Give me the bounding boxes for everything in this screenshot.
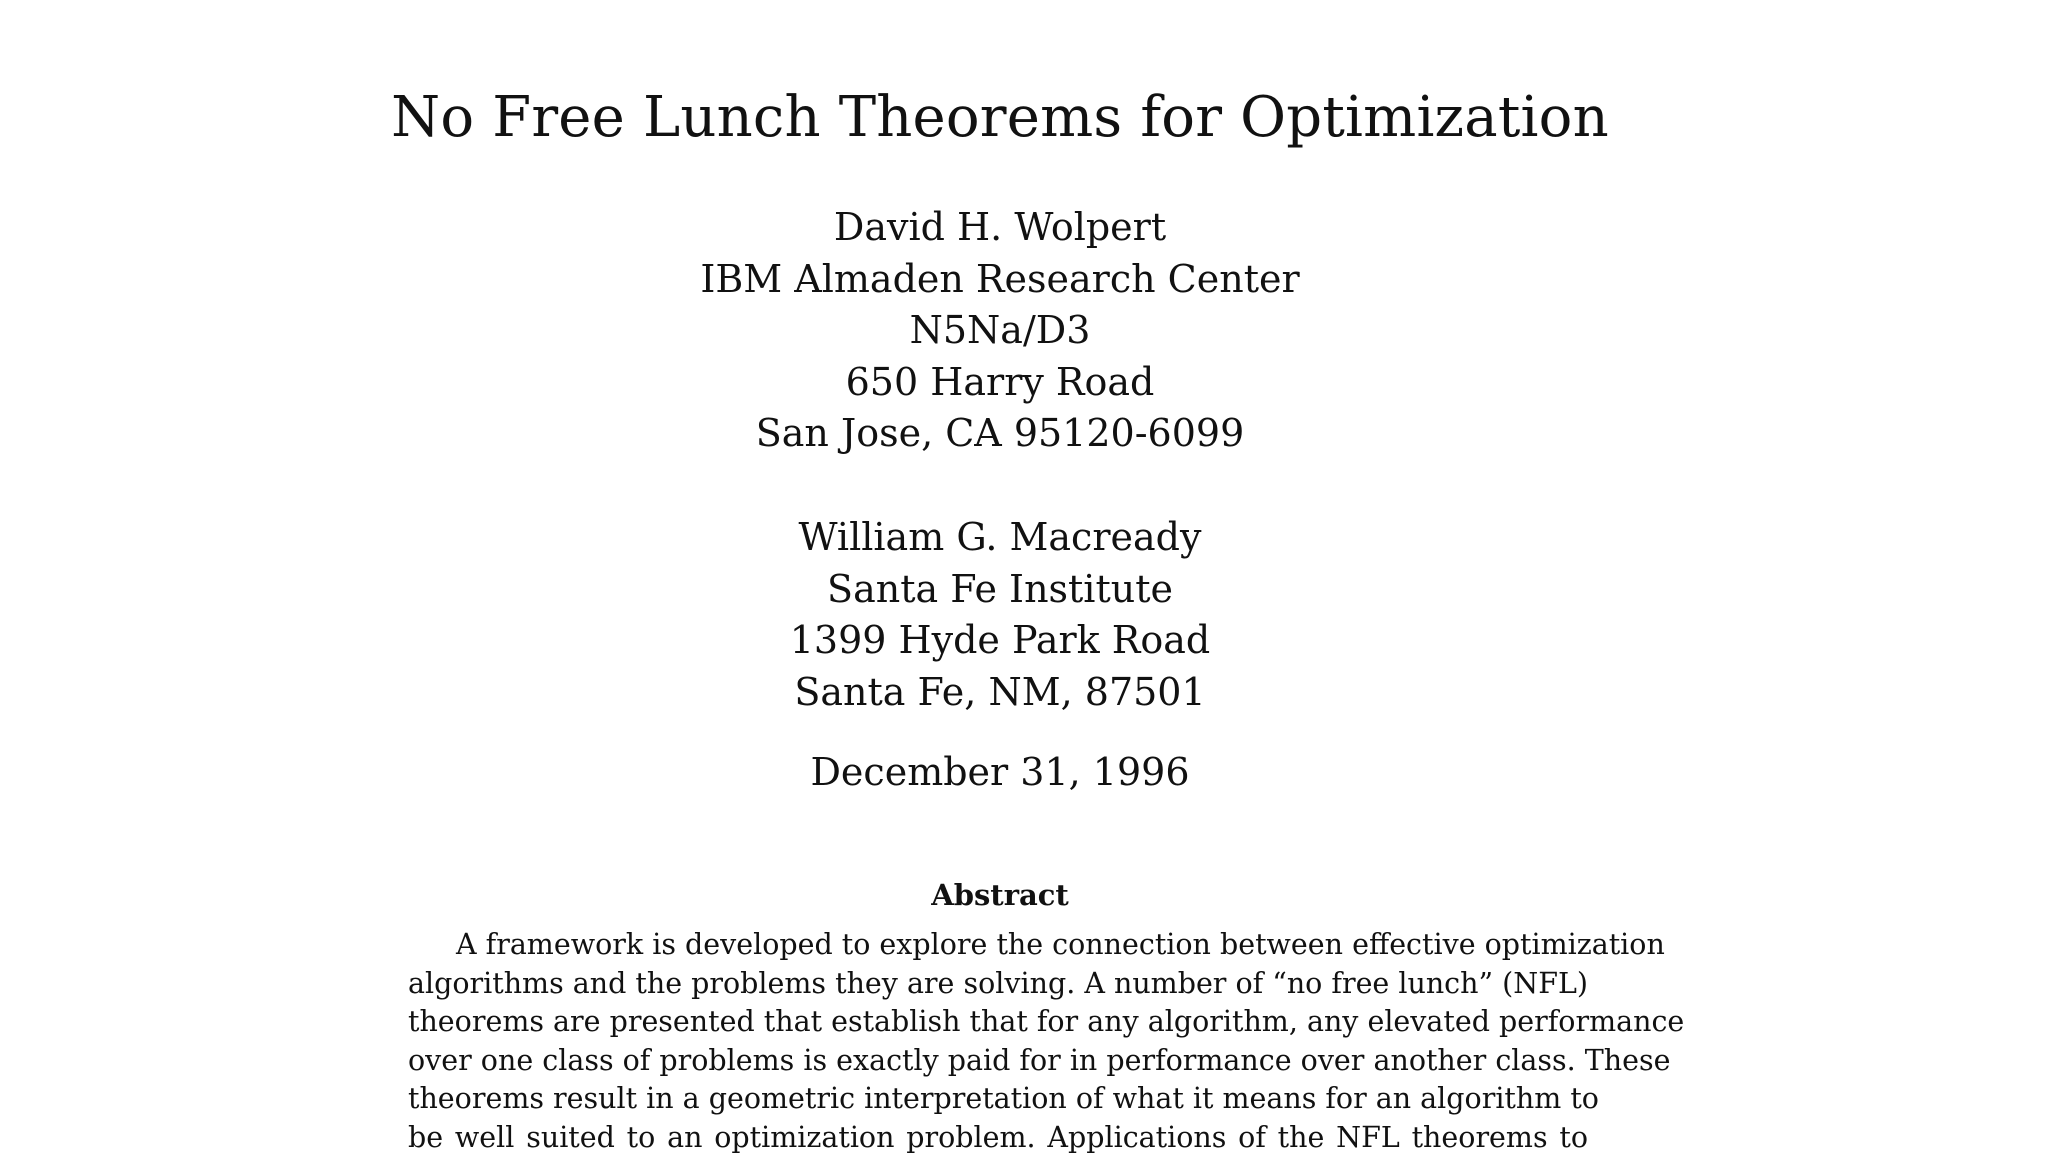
- author-address-line: San Jose, CA 95120-6099: [0, 408, 2000, 460]
- abstract-line: be well suited to an optimization problem. Applications of the NFL theorems to: [408, 1119, 1588, 1157]
- author-affiliation: Santa Fe Institute: [0, 564, 2000, 616]
- abstract-line: A framework is developed to explore the connection between effective optimization: [408, 926, 1588, 965]
- paper-date: December 31, 1996: [0, 746, 2000, 798]
- author-block-2: [0, 512, 2000, 718]
- abstract-body: [408, 926, 1588, 1157]
- author-address-line: Santa Fe, NM, 87501: [0, 667, 2000, 719]
- abstract-line: over one class of problems is exactly paid for in performance over another class. These: [408, 1042, 1588, 1081]
- author-block-1: [0, 202, 2000, 460]
- author-address-line: 1399 Hyde Park Road: [0, 615, 2000, 667]
- author-name: David H. Wolpert: [0, 202, 2000, 254]
- author-name: William G. Macready: [0, 512, 2000, 564]
- abstract-heading: Abstract: [0, 877, 2000, 913]
- abstract-line: theorems are presented that establish that for any algorithm, any elevated performance: [408, 1003, 1588, 1042]
- paper-title: No Free Lunch Theorems for Optimization: [0, 86, 2000, 150]
- abstract-line: algorithms and the problems they are solving. A number of “no free lunch” (NFL): [408, 965, 1588, 1004]
- abstract-line: theorems result in a geometric interpretation of what it means for an algorithm to: [408, 1080, 1588, 1119]
- author-affiliation: IBM Almaden Research Center: [0, 254, 2000, 306]
- author-address-line: 650 Harry Road: [0, 357, 2000, 409]
- author-address-line: N5Na/D3: [0, 305, 2000, 357]
